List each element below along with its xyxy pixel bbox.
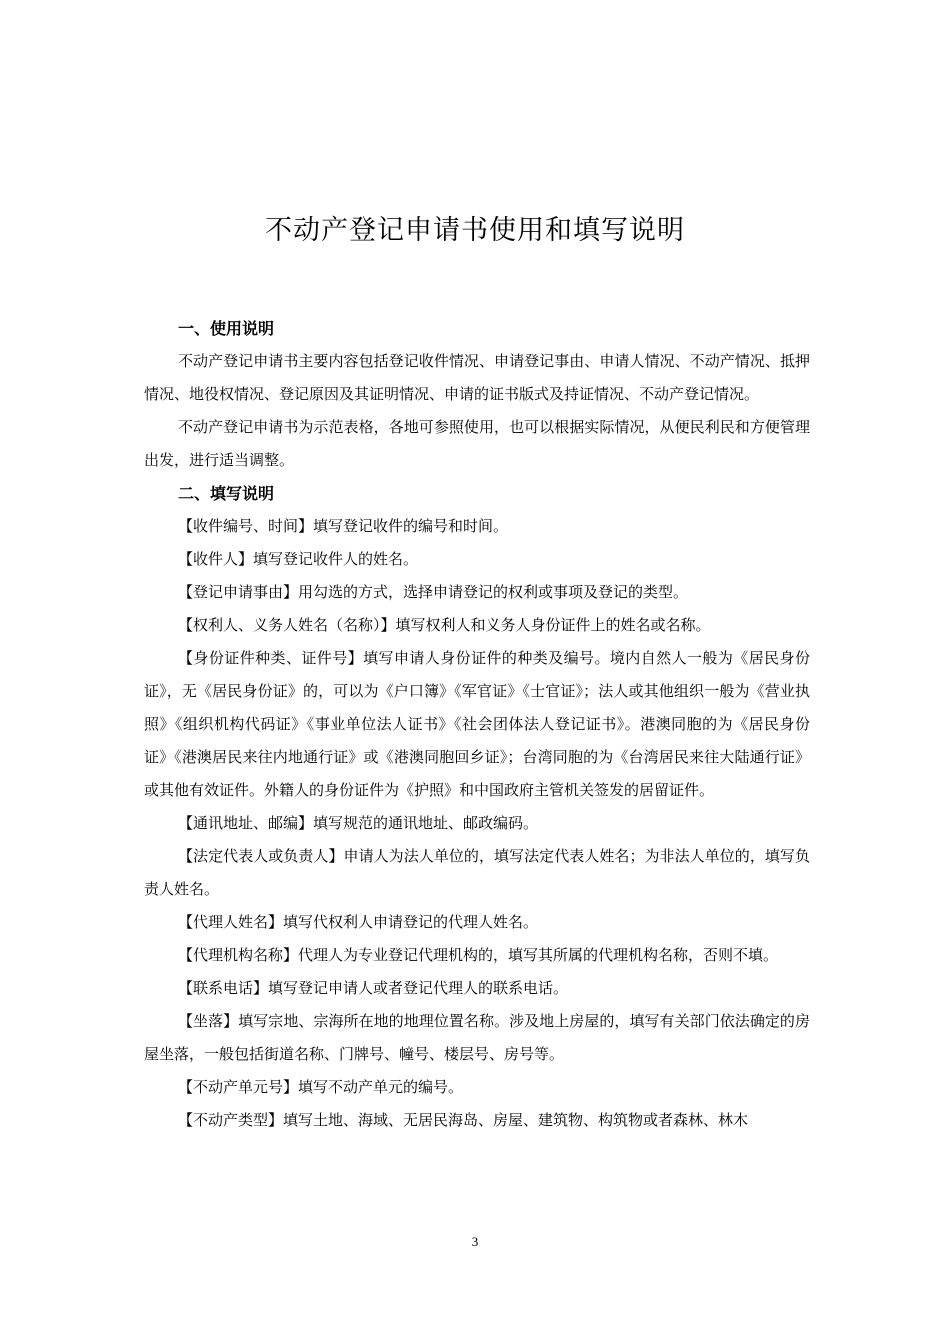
item-term: 【联系电话】 (178, 979, 269, 997)
item-text: 填写宗地、宗海所在地的地理位置名称。涉及地上房屋的，填写有关部门依法确定的房屋坐落，一般包括街道名称、门牌号、幢号、楼层号、房号等。 (144, 1012, 810, 1063)
item-text: 代理人为专业登记代理机构的，填写其所属的代理机构名称，否则不填。 (298, 946, 779, 964)
document-title: 不动产登记申请书使用和填写说明 (265, 215, 685, 246)
item-text: 填写权利人和义务人身份证件上的姓名或名称。 (395, 616, 711, 634)
filling-item (144, 1071, 810, 1104)
filling-item (144, 609, 810, 642)
item-term: 【坐落】 (178, 1012, 239, 1030)
filling-item (144, 576, 810, 609)
item-text: 用勾选的方式，选择申请登记的权利或事项及登记的类型。 (298, 583, 689, 601)
filling-item (144, 939, 810, 972)
usage-paragraph: 不动产登记申请书为示范表格，各地可参照使用，也可以根据实际情况，从便民利民和方便管理出发，进行适当调整。 (144, 418, 810, 469)
item-term: 【通讯地址、邮编】 (178, 814, 314, 832)
item-term: 【代理人姓名】 (178, 913, 284, 931)
item-text: 填写登记收件人的姓名。 (253, 550, 419, 568)
item-text: 填写代权利人申请登记的代理人姓名。 (283, 913, 539, 931)
filling-item (144, 1005, 810, 1071)
item-term: 【收件编号、时间】 (178, 517, 314, 535)
item-text: 填写申请人身份证件的种类及编号。境内自然人一般为《居民身份证》，无《居民身份证》的，可以为《户口簿》《军官证》《士官证》；法人或其他组织一般为《营业执照》《组织机构代码证》《事业单位法人证书》《社会团体法人登记证书》。港澳同胞的为《居民身份证》《港澳居民来往内地通行证》或《港澳同胞回乡证》；台湾同胞的为《台湾居民来往大陆通行证》或其他有效证件。外籍人的身份证件为《护照》和中国政府主管机关签发的居留证件。 (144, 649, 810, 799)
item-text: 填写规范的通讯地址、邮政编码。 (313, 814, 539, 832)
item-text: 填写不动产单元的编号。 (298, 1078, 464, 1096)
item-term: 【不动产类型】 (178, 1111, 284, 1129)
item-term: 【代理机构名称】 (178, 946, 299, 964)
filling-item (144, 972, 810, 1005)
filling-item (144, 807, 810, 840)
filling-item (144, 906, 810, 939)
item-term: 【身份证件种类、证件号】 (178, 649, 364, 667)
section-heading-usage: 一、使用说明 (178, 319, 275, 338)
item-text: 申请人为法人单位的，填写法定代表人姓名；为非法人单位的，填写负责人姓名。 (144, 847, 810, 898)
item-term: 【权利人、义务人姓名（名称）】 (178, 616, 396, 634)
filling-item (144, 543, 810, 576)
page-number: 3 (471, 1234, 479, 1249)
item-term: 【登记申请事由】 (178, 583, 299, 601)
section-heading-filling: 二、填写说明 (178, 484, 275, 503)
item-term: 【法定代表人或负责人】 (178, 847, 344, 865)
filling-item (144, 642, 810, 807)
item-text: 填写土地、海域、无居民海岛、房屋、建筑物、构筑物或者森林、林木 (283, 1111, 749, 1129)
usage-paragraph: 不动产登记申请书主要内容包括登记收件情况、申请登记事由、申请人情况、不动产情况、抵押情况、地役权情况、登记原因及其证明情况、申请的证书版式及持证情况、不动产登记情况。 (144, 352, 810, 403)
filling-item (144, 840, 810, 906)
document-body (144, 312, 810, 1137)
item-text: 填写登记申请人或者登记代理人的联系电话。 (268, 979, 569, 997)
filling-item (144, 510, 810, 543)
item-text: 填写登记收件的编号和时间。 (313, 517, 509, 535)
filling-item (144, 1104, 810, 1137)
item-term: 【收件人】 (178, 550, 254, 568)
item-term: 【不动产单元号】 (178, 1078, 299, 1096)
